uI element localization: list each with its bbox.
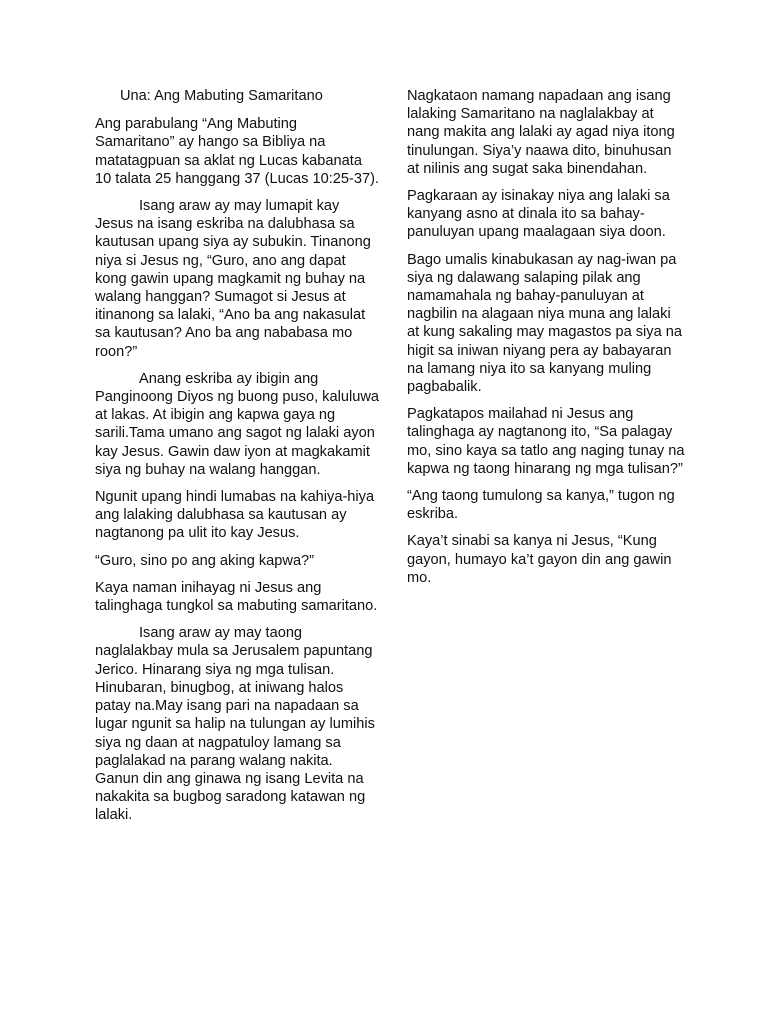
paragraph: Isang araw ay may lumapit kay Jesus na isang eskriba na dalubhasa sa kautusan upang siya ay subukin. Tinanong niya si Jesus ng, “Guro, ano ang dapat kong gawin upang magkamit ng buhay na walang hanggan? Sumagot si Jesus at itinanong sa lalaki, “Ano ba ang nakasulat sa kautusan? Ano ba ang nababasa mo roon?” bbox=[95, 198, 371, 360]
paragraph: “Ang taong tumulong sa kanya,” tugon ng eskriba. bbox=[407, 488, 675, 523]
paragraph: Kaya naman inihayag ni Jesus ang talinghaga tungkol sa mabuting samaritano. bbox=[95, 579, 378, 615]
paragraph: Kaya’t sinabi sa kanya ni Jesus, “Kung gayon, humayo ka’t gayon din ang gawin mo. bbox=[407, 533, 672, 586]
right-column bbox=[407, 87, 685, 596]
paragraph: Isang araw ay may taong naglalakbay mula sa Jerusalem papuntang Jerico. Hinarang siya ng mga tulisan. Hinubaran, binugbog, at iniwang halos patay na.May isang pari na napadaan sa lugar ngunit sa halip na tulungan ay lumihis siya ng daan at nagpatuloy lamang sa paglalakad na parang walang nakita. Ganun din ang ginawa ng isang Levita na nakakita sa bugbog saradong katawan ng lalaki. bbox=[95, 625, 375, 824]
left-column bbox=[95, 87, 379, 834]
paragraph: “Guro, sino po ang aking kapwa?” bbox=[95, 552, 315, 569]
paragraph: Pagkaraan ay isinakay niya ang lalaki sa kanyang asno at dinala ito sa bahay-panuluyan upang maalagaan siya doon. bbox=[407, 188, 670, 241]
paragraph: Ngunit upang hindi lumabas na kahiya-hiya ang lalaking dalubhasa sa kautusan ay nagtanong pa ulit ito kay Jesus. bbox=[95, 489, 375, 542]
document-title: Una: Ang Mabuting Samaritano bbox=[120, 88, 323, 104]
paragraph: Nagkataon namang napadaan ang isang lalaking Samaritano na naglalakbay at nang makita ang lalaki ay agad niya itong tinulungan. Siya’y naawa dito, binuhusan at nilinis ang sugat saka binendahan. bbox=[407, 88, 675, 177]
paragraph: Bago umalis kinabukasan ay nag-iwan pa siya ng dalawang salaping pilak ang namamahala ng bahay-panuluyan at nagbilin na alagaan niya muna ang lalaki at kung sakaling may magastos pa siya na higit sa iniwan niyang pera ay babayaran na lamang niya ito sa kanyang muling pagbabalik. bbox=[407, 251, 683, 396]
paragraph: Ang parabulang “Ang Mabuting Samaritano” ay hango sa Bibliya na matatagpuan sa aklat ng Lucas kabanata 10 talata 25 hanggang 37 (Lucas 10:25-37). bbox=[95, 116, 379, 187]
paragraph: Anang eskriba ay ibigin ang Panginoong Diyos ng buong puso, kaluluwa at lakas. At ibigin ang kapwa gaya ng sarili.Tama umano ang sagot ng lalaki ayon kay Jesus. Gawin daw iyon at magkakamit siya ng buhay na walang hanggan. bbox=[95, 370, 379, 478]
paragraph: Pagkatapos mailahad ni Jesus ang talinghaga ay nagtanong ito, “Sa palagay mo, sino kaya sa tatlo ang naging tunay na kapwa ng taong hinarang ng mga tulisan?” bbox=[407, 406, 685, 477]
